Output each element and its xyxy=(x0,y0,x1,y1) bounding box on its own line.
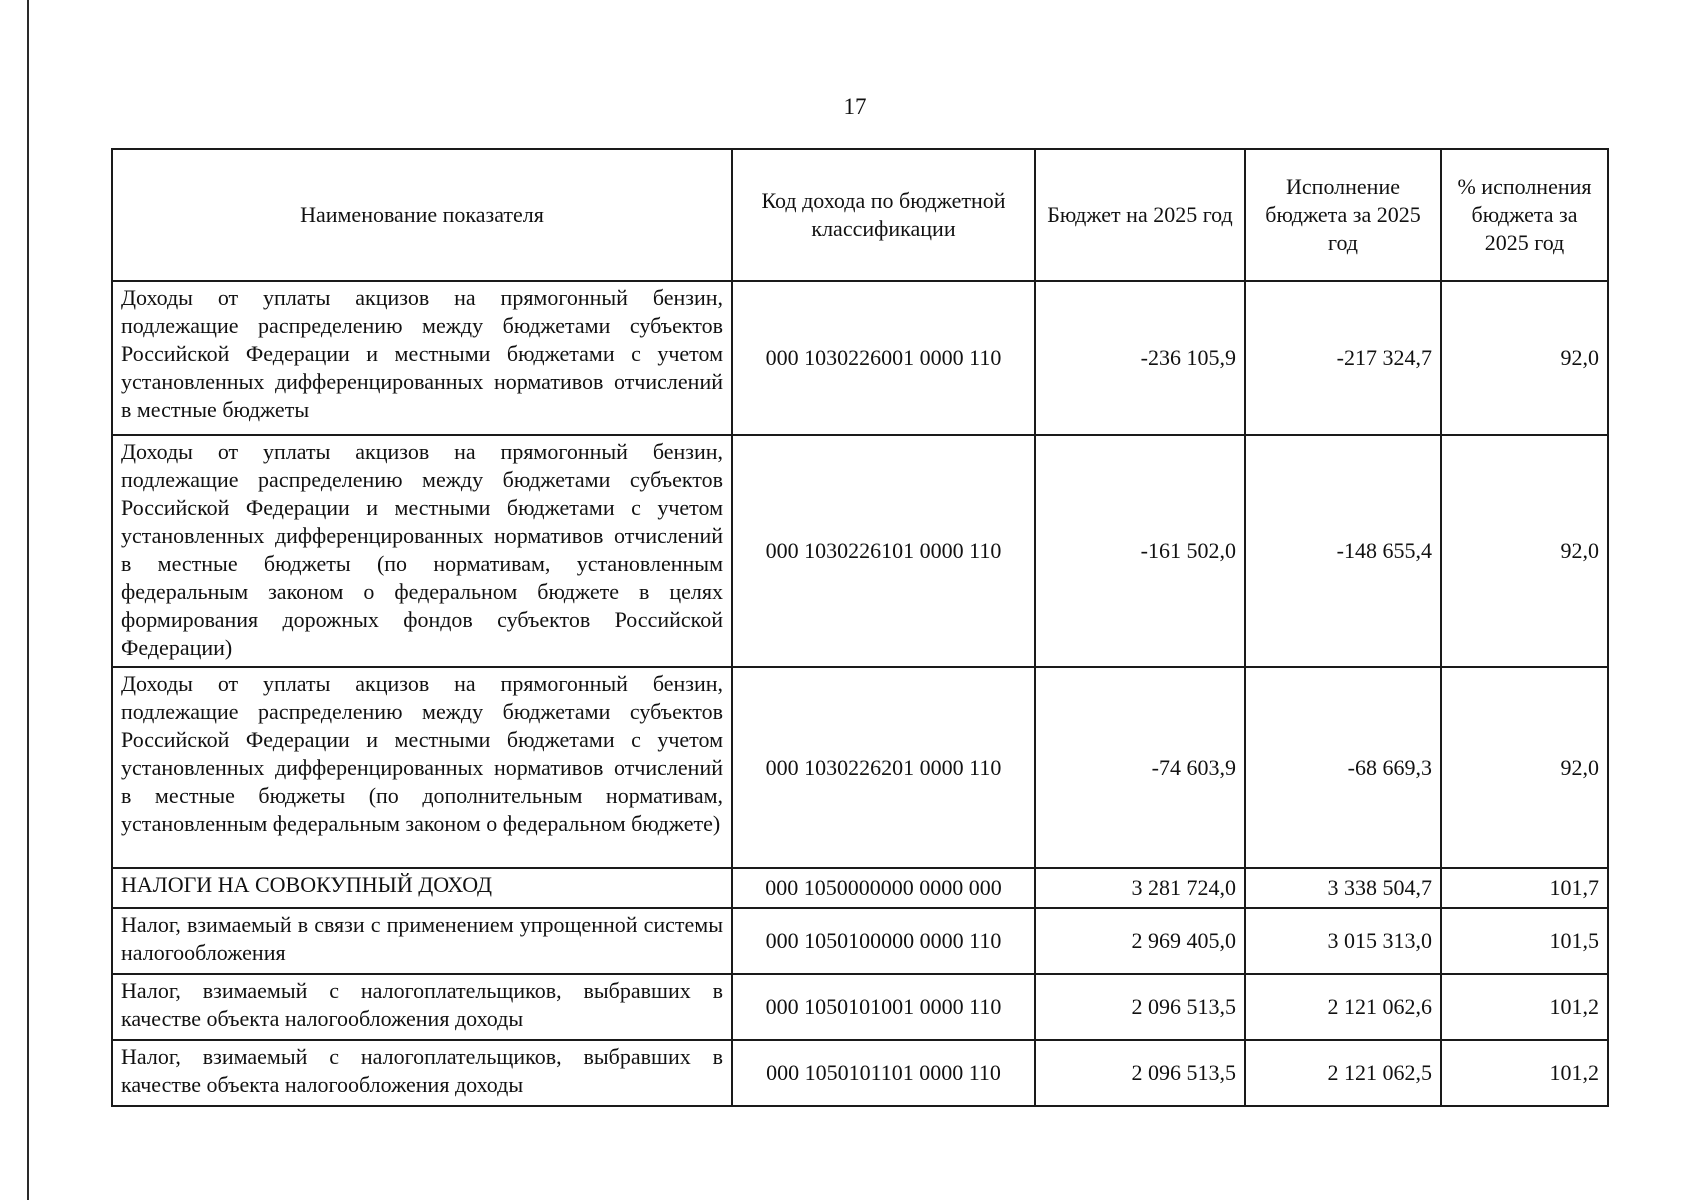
row-execution: -148 655,4 xyxy=(1245,435,1441,667)
header-name: Наименование показателя xyxy=(112,149,732,281)
row-budget: 2 096 513,5 xyxy=(1035,1040,1245,1106)
row-budget: 2 096 513,5 xyxy=(1035,974,1245,1040)
table-row xyxy=(112,435,1608,667)
row-code: 000 1050101001 0000 110 xyxy=(732,974,1035,1040)
row-budget: -236 105,9 xyxy=(1035,281,1245,435)
left-margin-rule xyxy=(27,0,29,1200)
table-row xyxy=(112,667,1608,868)
row-name: Налог, взимаемый с налогоплательщиков, выбравших в качестве объекта налогообложения доходы xyxy=(112,1040,732,1106)
row-code: 000 1030226201 0000 110 xyxy=(732,667,1035,868)
row-code: 000 1050000000 0000 000 xyxy=(732,868,1035,908)
header-budget: Бюджет на 2025 год xyxy=(1035,149,1245,281)
table-row xyxy=(112,908,1608,974)
row-execution: 3 338 504,7 xyxy=(1245,868,1441,908)
table-row xyxy=(112,1040,1608,1106)
row-execution: -217 324,7 xyxy=(1245,281,1441,435)
header-code: Код дохода по бюджетной классификации xyxy=(732,149,1035,281)
budget-table xyxy=(111,148,1609,1107)
row-budget: 2 969 405,0 xyxy=(1035,908,1245,974)
table-header-row xyxy=(112,149,1608,281)
row-execution: 3 015 313,0 xyxy=(1245,908,1441,974)
header-execution: Исполнение бюджета за 2025 год xyxy=(1245,149,1441,281)
row-code: 000 1050100000 0000 110 xyxy=(732,908,1035,974)
table-row xyxy=(112,281,1608,435)
row-percent: 92,0 xyxy=(1441,281,1608,435)
row-code: 000 1030226001 0000 110 xyxy=(732,281,1035,435)
page-number: 17 xyxy=(843,94,867,119)
row-execution: 2 121 062,5 xyxy=(1245,1040,1441,1106)
row-percent: 101,2 xyxy=(1441,974,1608,1040)
row-name: Налог, взимаемый с налогоплательщиков, выбравших в качестве объекта налогообложения доходы xyxy=(112,974,732,1040)
header-percent: % исполнения бюджета за 2025 год xyxy=(1441,149,1608,281)
row-percent: 92,0 xyxy=(1441,435,1608,667)
row-budget: -161 502,0 xyxy=(1035,435,1245,667)
row-budget: 3 281 724,0 xyxy=(1035,868,1245,908)
row-percent: 101,7 xyxy=(1441,868,1608,908)
table-row xyxy=(112,974,1608,1040)
row-execution: 2 121 062,6 xyxy=(1245,974,1441,1040)
row-percent: 101,2 xyxy=(1441,1040,1608,1106)
row-code: 000 1030226101 0000 110 xyxy=(732,435,1035,667)
row-budget: -74 603,9 xyxy=(1035,667,1245,868)
row-percent: 92,0 xyxy=(1441,667,1608,868)
row-execution: -68 669,3 xyxy=(1245,667,1441,868)
row-name: НАЛОГИ НА СОВОКУПНЫЙ ДОХОД xyxy=(112,868,732,908)
row-name: Доходы от уплаты акцизов на прямогонный бензин, подлежащие распределению между бюджетами субъектов Российской Федерации и местными бюджетами с учетом установленных дифференцированных нормативов отчислений в местные бюджеты (по нормативам, установленным федеральным законом о федеральном бюджете в целях формирования дорожных фондов субъектов Российской Федерации) xyxy=(112,435,732,667)
row-name: Доходы от уплаты акцизов на прямогонный бензин, подлежащие распределению между бюджетами субъектов Российской Федерации и местными бюджетами с учетом установленных дифференцированных нормативов отчислений в местные бюджеты (по дополнительным нормативам, установленным федеральным законом о федеральном бюджете) xyxy=(112,667,732,868)
table-row xyxy=(112,868,1608,908)
row-name: Налог, взимаемый в связи с применением упрощенной системы налогообложения xyxy=(112,908,732,974)
row-percent: 101,5 xyxy=(1441,908,1608,974)
row-code: 000 1050101101 0000 110 xyxy=(732,1040,1035,1106)
row-name: Доходы от уплаты акцизов на прямогонный бензин, подлежащие распределению между бюджетами субъектов Российской Федерации и местными бюджетами с учетом установленных дифференцированных нормативов отчислений в местные бюджеты xyxy=(112,281,732,435)
